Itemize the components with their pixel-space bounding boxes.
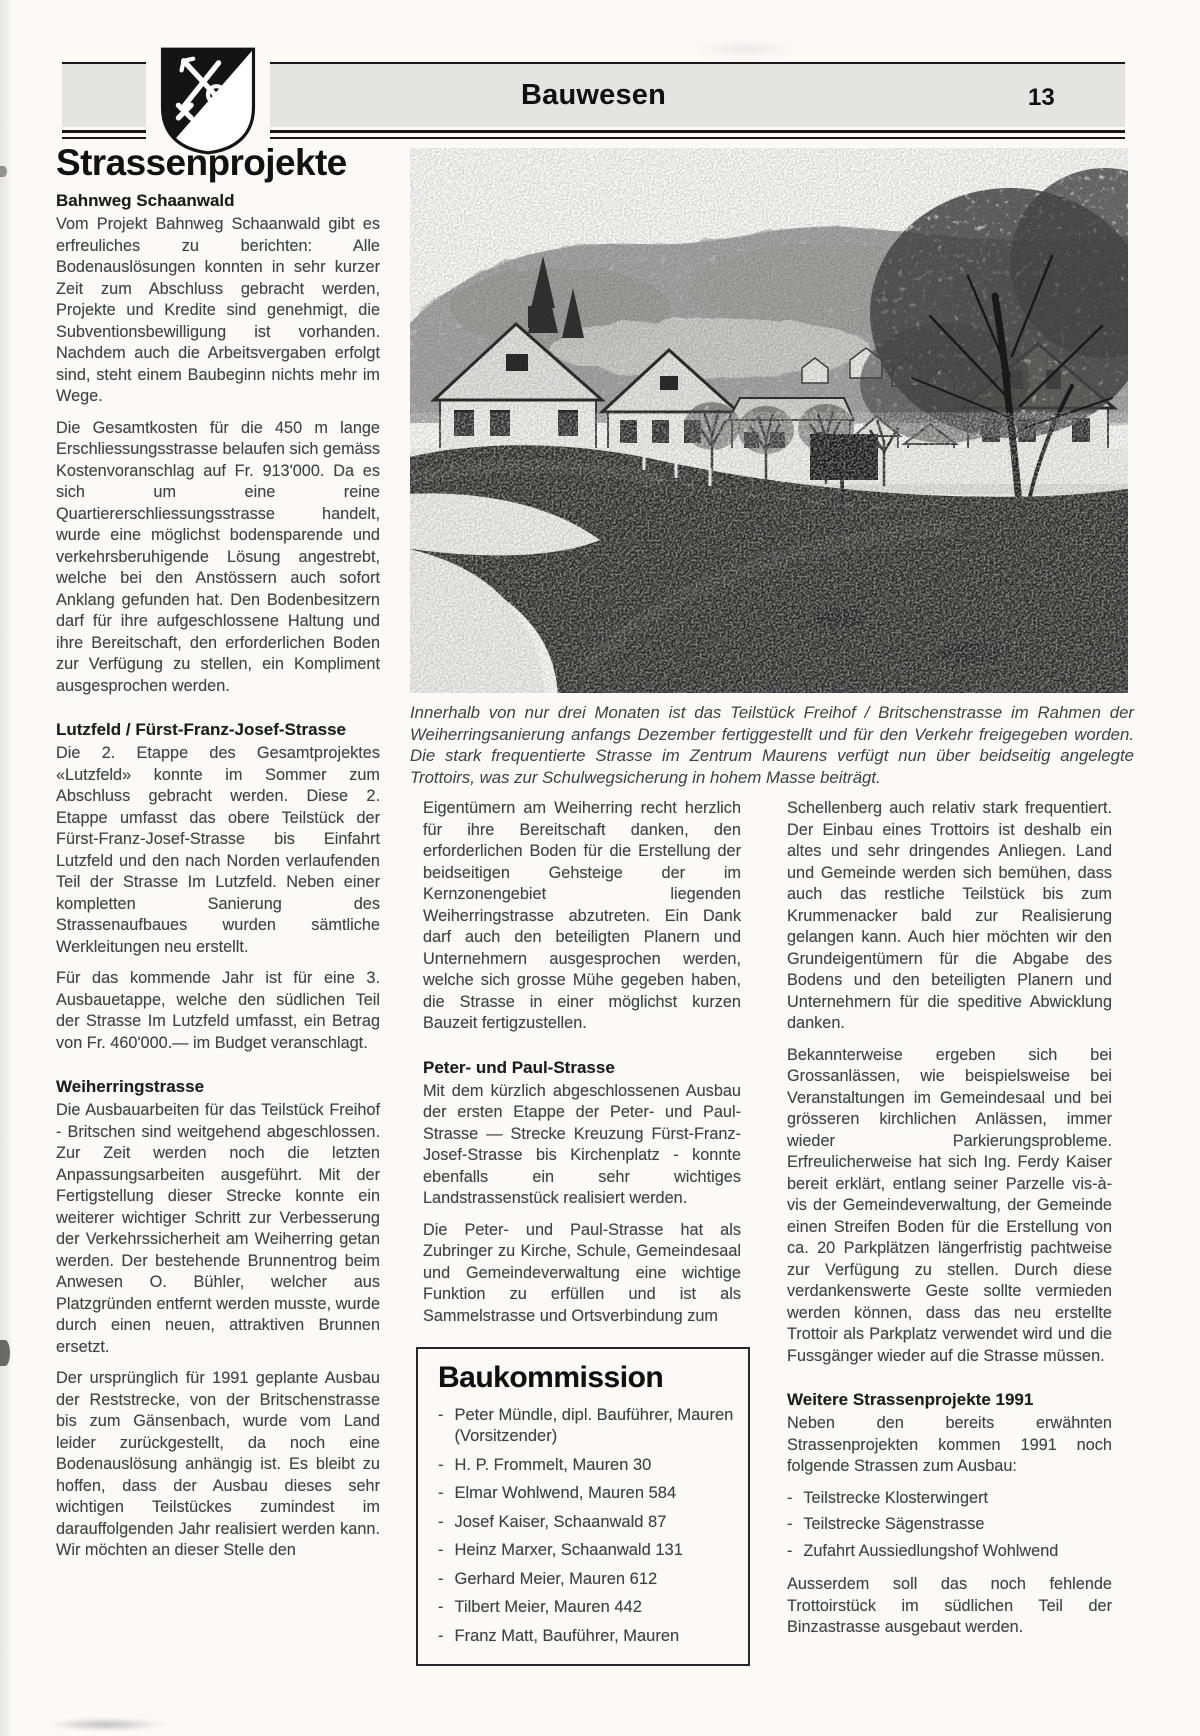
- shield-icon: [154, 46, 262, 156]
- article-title: Strassenprojekte: [56, 142, 347, 183]
- member-item: - Elmar Wohlwend, Mauren 584: [438, 1483, 734, 1505]
- section-heading-weiherring: Weiherringstrasse: [56, 1077, 205, 1096]
- photo-caption: Innerhalb von nur drei Monaten ist das Teilstück Freihof / Britschenstrasse im Rahmen der Weiherringsanierung anfangs Dezember fertiggestellt und für den Verkehr freigegeben worden. Die stark frequentierte Strasse im Zentrum Maurens verfügt nun über beidseitig angelegte Trottoirs, was zur Schulwegsicherung in hohem Masse beiträgt.: [410, 703, 1134, 787]
- paragraph: Der ursprünglich für 1991 geplante Ausbau der Reststrecke, von der Britschenstrasse bis zum Gänsenbach, wurde vom Land leider zurückgestellt, da noch eine Bodenauslösung anhängig ist. Es bleibt zu hoffen, dass der Ausbau dieses sehr wichtigen Teilstückes zumindest im darauffolgenden Jahr realisiert werden kann. Wir möchten an dieser Stelle den: [56, 1369, 380, 1559]
- column-3: [787, 798, 1112, 1649]
- section-title: Bauwesen: [520, 79, 667, 111]
- paragraph: Schellenberg auch relativ stark frequentiert. Der Einbau eines Trottoirs ist deshalb ein altes und sehr dringendes Anliegen. Land und Gemeinde werden sich bemühen, dass auch das restliche Teilstück bis zum Krummenacker bald zur Realisierung gelangen kann. Auch hier möchten wir den Grundeigentümern für die Abgabe des Bodens und den beteiligten Planern und Unternehmern für die speditive Abwicklung danken.: [787, 799, 1112, 1032]
- scan-smudge: [0, 1340, 10, 1366]
- paragraph: Mit dem kürzlich abgeschlossenen Ausbau der ersten Etappe der Peter- und Paul-Strasse — Strecke Kreuzung Fürst-Franz-Josef-Strasse bis Kirchenplatz - konnte ebenfalls ein sehr wichtiges Landstrassenstück realisiert werden.: [423, 1081, 741, 1207]
- project-item: - Teilstrecke Klosterwingert: [787, 1488, 1112, 1510]
- project-list: [787, 1488, 1112, 1563]
- member-item: - Gerhard Meier, Mauren 612: [438, 1569, 734, 1591]
- project-item: - Zufahrt Aussiedlungshof Wohlwend: [787, 1541, 1112, 1563]
- scan-smudge: [690, 40, 800, 58]
- member-item: - H. P. Frommelt, Mauren 30: [438, 1455, 734, 1477]
- section-heading-bahnweg: Bahnweg Schaanwald: [56, 191, 235, 210]
- member-item: - Josef Kaiser, Schaanwald 87: [438, 1512, 734, 1534]
- paragraph: Die Ausbauarbeiten für das Teilstück Freihof - Britschen sind weitgehend abgeschlossen. Zur Zeit werden noch die letzten Anpassungsarbeiten ausgeführt. Mit der Fertigstellung dieser Strecke konnte ein weiterer wichtiger Schritt zur Verbesserung der Verkehrssicherheit am Weiherring getan werden. Der bestehende Brunnentrog beim Anwesen O. Bühler, welcher aus Platzgründen entfernt werden musste, wurde durch einen neuen, attraktiven Brunnen ersetzt.: [56, 1101, 380, 1356]
- section-heading-peter-paul: Peter- und Paul-Strasse: [423, 1057, 615, 1077]
- page-number: 13: [1028, 84, 1055, 111]
- paragraph: Für das kommende Jahr ist für eine 3. Ausbauetappe, welche den südlichen Teil der Strasse Im Lutzfeld umfasst, ein Betrag von Fr. 460'000.— im Budget veranschlagt.: [56, 969, 380, 1052]
- paragraph: Die 2. Etappe des Gesamtprojektes «Lutzfeld» konnte im Sommer zum Abschluss gebracht werden. Diese 2. Etappe umfasst das obere Teilstück der Fürst-Franz-Josef-Strasse bis Einfahrt Lutzfeld und den nach Norden verlaufenden Teil der Strasse Im Lutzfeld. Neben einer kompletten Sanierung des Strassenaufbaues wurden sämtliche Werkleitungen neu erstellt.: [56, 744, 380, 956]
- paragraph: Neben den bereits erwähnten Strassenprojekten kommen 1991 noch folgende Strassen zum Ausbau:: [787, 1414, 1112, 1475]
- street-photo: [410, 148, 1128, 693]
- scan-streak: [0, 0, 14, 1736]
- baukommission-box: [416, 1347, 750, 1666]
- paragraph: Eigentümern am Weiherring recht herzlich für ihre Bereitschaft danken, den erforderlichen Boden für die Erstellung der beidseitigen Gehsteige der im Kernzonengebiet liegenden Weiherringstrasse abzutreten. Ein Dank darf auch den beteiligten Planern und Unternehmern ausgesprochen werden, welche sich grosse Mühe gegeben haben, die Strasse in einer möglichst kurzen Bauzeit fertigzustellen.: [423, 799, 741, 1032]
- member-item: - Heinz Marxer, Schaanwald 131: [438, 1540, 734, 1562]
- paragraph: Die Gesamtkosten für die 450 m lange Erschliessungsstrasse belaufen sich gemäss Kostenvoranschlag auf Fr. 913'000. Da es sich um eine reine Quartiererschliessungsstrasse handelt, wurde eine möglichst bodensparende und verkehrsberuhigende Lösung angestrebt, welche bei den Anstössern auch sofort Anklang gefunden hat. Den Bodenbesitzern darf für ihre aufgeschlossene Haltung und ihre Bereitschaft, den erforderlichen Boden zur Verfügung zu stellen, ein Kompliment ausgesprochen werden.: [56, 418, 380, 695]
- paragraph: Bekannterweise ergeben sich bei Grossanlässen, wie beispielsweise bei Veranstaltungen im Gemeindesaal und bei grösseren kirchlichen Anlässen, immer wieder Parkierungsprobleme. Erfreulicherweise hat sich Ing. Ferdy Kaiser bereit erklärt, entlang seiner Parzelle vis-à-vis der Gemeindeverwaltung, der Gemeinde einen Streifen Boden für die Erstellung von ca. 20 Parkplätzen längerfristig pachtweise zur Verfügung zu stellen. Durch diese verdankenswerte Geste sollte vermieden werden können, dass das neu erstellte Trottoir als Parkplatz verwendet wird und die Fussgänger wieder auf die Strasse müssen.: [787, 1045, 1112, 1365]
- scan-smudge: [46, 1718, 166, 1731]
- section-heading-weitere-projekte: Weitere Strassenprojekte 1991: [787, 1390, 1034, 1409]
- paragraph: Ausserdem soll das noch fehlende Trottoirstück im südlichen Teil der Binzastrasse ausgebaut werden.: [787, 1575, 1112, 1636]
- scan-smudge: [0, 166, 7, 177]
- paragraph: Die Peter- und Paul-Strasse hat als Zubringer zu Kirche, Schule, Gemeindesaal und Gemeindeverwaltung eine wichtige Funktion zu erfüllen und ist als Sammelstrasse und Ortsverbindung zum: [423, 1220, 741, 1325]
- member-item: - Tilbert Meier, Mauren 442: [438, 1597, 734, 1619]
- member-item: - Peter Mündle, dipl. Bauführer, Mauren (Vorsitzender): [438, 1405, 734, 1448]
- column-2: [423, 798, 741, 1666]
- box-title: Baukommission: [438, 1361, 664, 1394]
- column-1: [56, 190, 380, 1572]
- paragraph: Vom Projekt Bahnweg Schaanwald gibt es erfreuliches zu berichten: Alle Bodenauslösungen konnten in sehr kurzer Zeit zum Abschluss gebracht werden, Projekte und Kredite sind genehmigt, die Subventionsbewilligung ist vorhanden. Nachdem auch die Arbeitsvergaben erfolgt sind, steht einem Baubeginn nichts mehr im Wege.: [56, 215, 380, 405]
- section-heading-lutzfeld: Lutzfeld / Fürst-Franz-Josef-Strasse: [56, 720, 346, 739]
- member-list: [438, 1405, 734, 1648]
- member-item: - Franz Matt, Bauführer, Mauren: [438, 1626, 734, 1648]
- project-item: - Teilstrecke Sägenstrasse: [787, 1514, 1112, 1536]
